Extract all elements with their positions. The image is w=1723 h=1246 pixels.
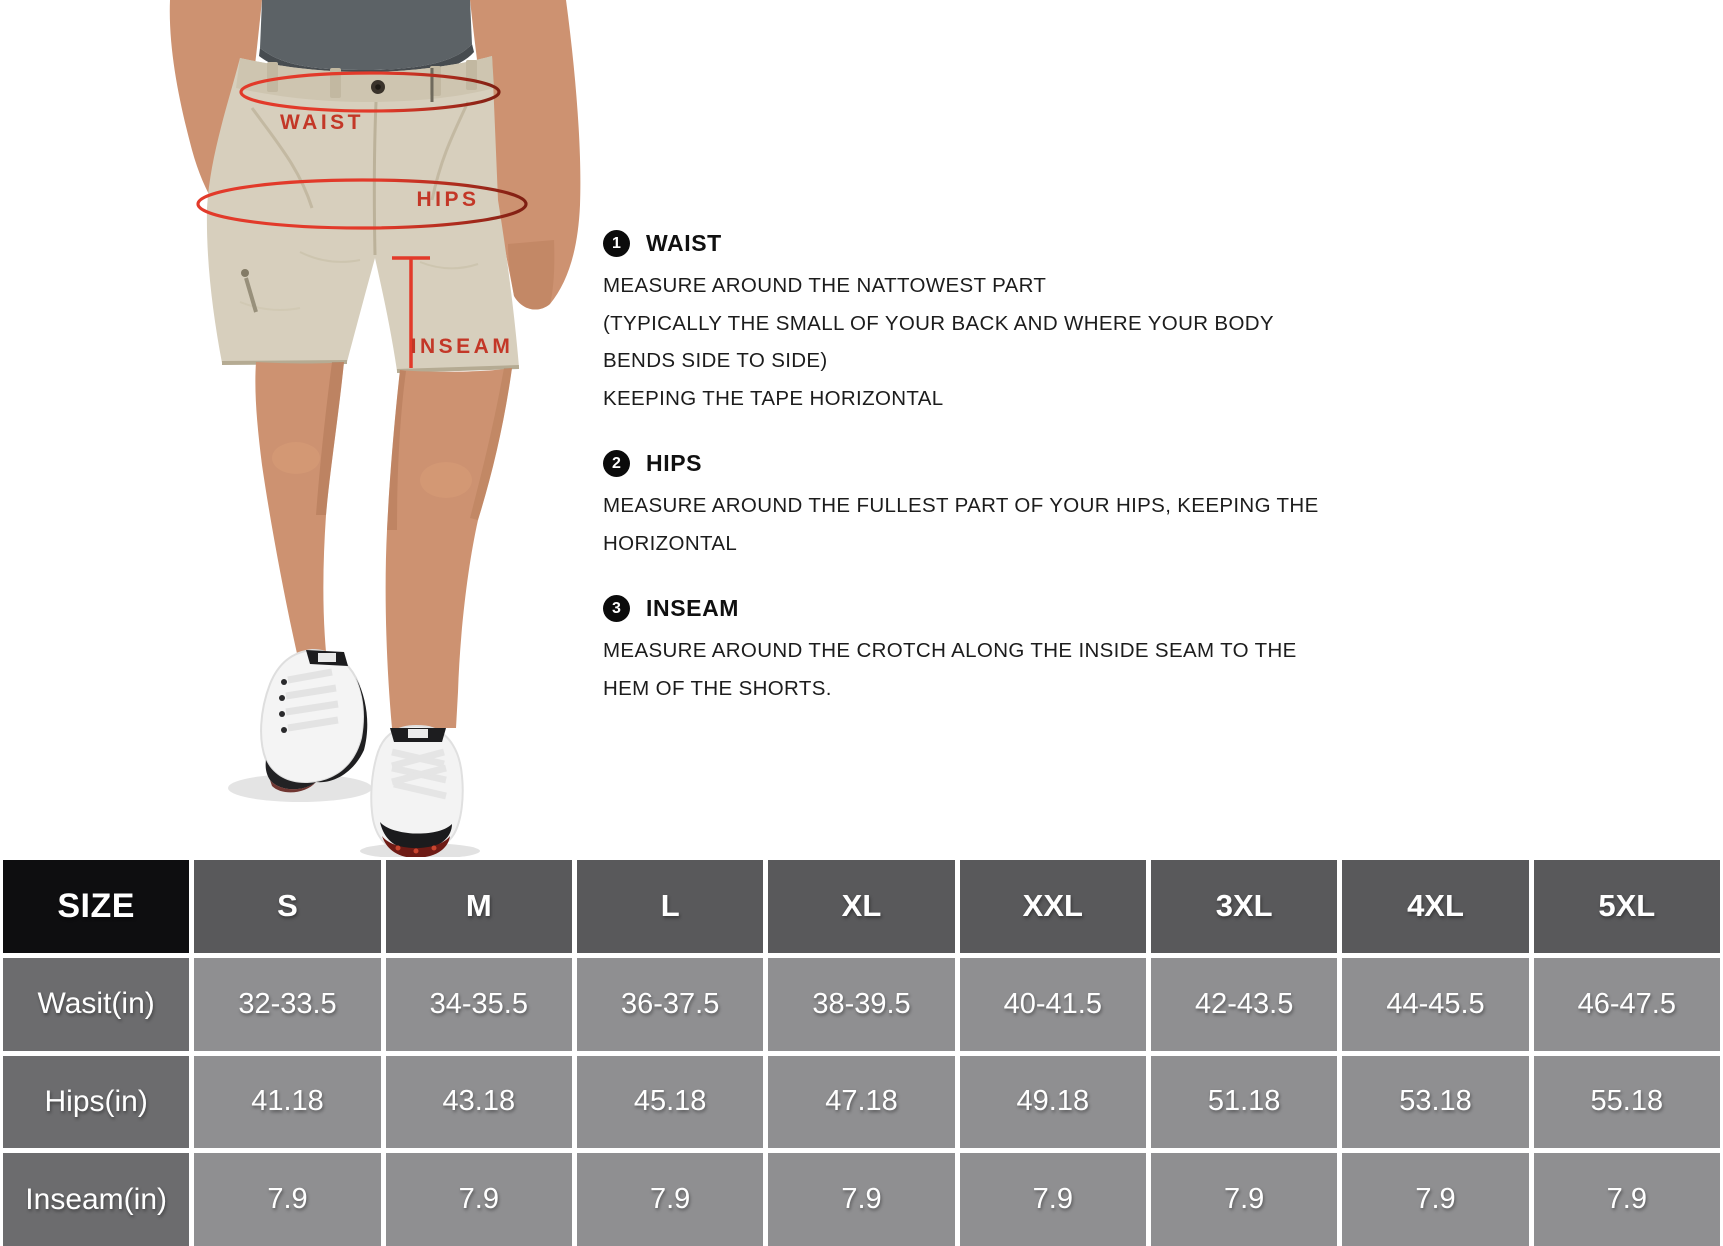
table-cell: 7.9 <box>577 1153 763 1246</box>
table-corner-size: SIZE <box>3 860 189 953</box>
model-shirt <box>259 0 474 78</box>
table-cell: 42-43.5 <box>1151 958 1337 1051</box>
number-3-badge-icon: 3 <box>603 595 630 622</box>
table-cell: 7.9 <box>194 1153 380 1246</box>
instruction-line: MEASURE AROUND THE FULLEST PART OF YOUR HIPS, KEEPING THE <box>603 494 1319 517</box>
table-cell: 49.18 <box>960 1056 1146 1149</box>
table-cell: 45.18 <box>577 1056 763 1149</box>
table-col-header-xxl: XXL <box>960 860 1146 953</box>
table-col-header-l: L <box>577 860 763 953</box>
instruction-line: HORIZONTAL <box>603 531 738 555</box>
instruction-section-inseam <box>603 595 1365 707</box>
inseam-annotation-label: INSEAM <box>410 335 514 358</box>
table-row-label-waist: Wasit(in) <box>3 958 189 1051</box>
instruction-section-hips <box>603 450 1365 562</box>
table-cell: 40-41.5 <box>960 958 1146 1051</box>
instruction-section-waist <box>603 230 1365 417</box>
section-title: WAIST <box>646 230 722 256</box>
section-title: INSEAM <box>646 595 740 621</box>
instruction-line: HEM OF THE SHORTS. <box>603 676 832 700</box>
measurement-instructions <box>603 230 1365 740</box>
table-cell: 7.9 <box>1342 1153 1528 1246</box>
right-shoe <box>371 726 462 858</box>
table-cell: 55.18 <box>1534 1056 1720 1149</box>
instruction-line: (TYPICALLY THE SMALL OF YOUR BACK AND WHERE YOUR BODY <box>603 311 1274 335</box>
instruction-line: MEASURE AROUND THE NATTOWEST PART <box>603 274 1047 297</box>
table-cell: 53.18 <box>1342 1056 1528 1149</box>
model-photo <box>0 0 600 860</box>
table-cell: 7.9 <box>386 1153 572 1246</box>
table-col-header-s: S <box>194 860 380 953</box>
table-col-header-m: M <box>386 860 572 953</box>
model-figure <box>0 0 600 860</box>
instruction-line: BENDS SIDE TO SIDE) <box>603 349 828 372</box>
table-cell: 46-47.5 <box>1534 958 1720 1051</box>
table-cell: 38-39.5 <box>768 958 954 1051</box>
table-cell: 43.18 <box>386 1056 572 1149</box>
waist-annotation-label: WAIST <box>280 111 364 134</box>
table-cell: 7.9 <box>768 1153 954 1246</box>
instruction-line: KEEPING THE TAPE HORIZONTAL <box>603 386 944 410</box>
number-2-badge-icon: 2 <box>603 450 630 477</box>
left-shoe <box>261 650 367 792</box>
table-cell: 44-45.5 <box>1342 958 1528 1051</box>
table-cell: 36-37.5 <box>577 958 763 1051</box>
table-cell: 7.9 <box>960 1153 1146 1246</box>
table-col-header-3xl: 3XL <box>1151 860 1337 953</box>
hips-annotation-label: HIPS <box>416 188 480 211</box>
table-cell: 51.18 <box>1151 1056 1337 1149</box>
size-chart-table <box>0 857 1723 1246</box>
instruction-line: MEASURE AROUND THE CROTCH ALONG THE INSIDE SEAM TO THE <box>603 639 1297 662</box>
table-cell: 7.9 <box>1534 1153 1720 1246</box>
table-cell: 47.18 <box>768 1056 954 1149</box>
table-col-header-xl: XL <box>768 860 954 953</box>
table-cell: 41.18 <box>194 1056 380 1149</box>
section-title: HIPS <box>646 450 703 476</box>
table-col-header-5xl: 5XL <box>1534 860 1720 953</box>
table-row-label-inseam: Inseam(in) <box>3 1153 189 1246</box>
table-row-label-hips: Hips(in) <box>3 1056 189 1149</box>
table-col-header-4xl: 4XL <box>1342 860 1528 953</box>
table-cell: 34-35.5 <box>386 958 572 1051</box>
number-1-badge-icon: 1 <box>603 230 630 257</box>
table-cell: 7.9 <box>1151 1153 1337 1246</box>
table-cell: 32-33.5 <box>194 958 380 1051</box>
